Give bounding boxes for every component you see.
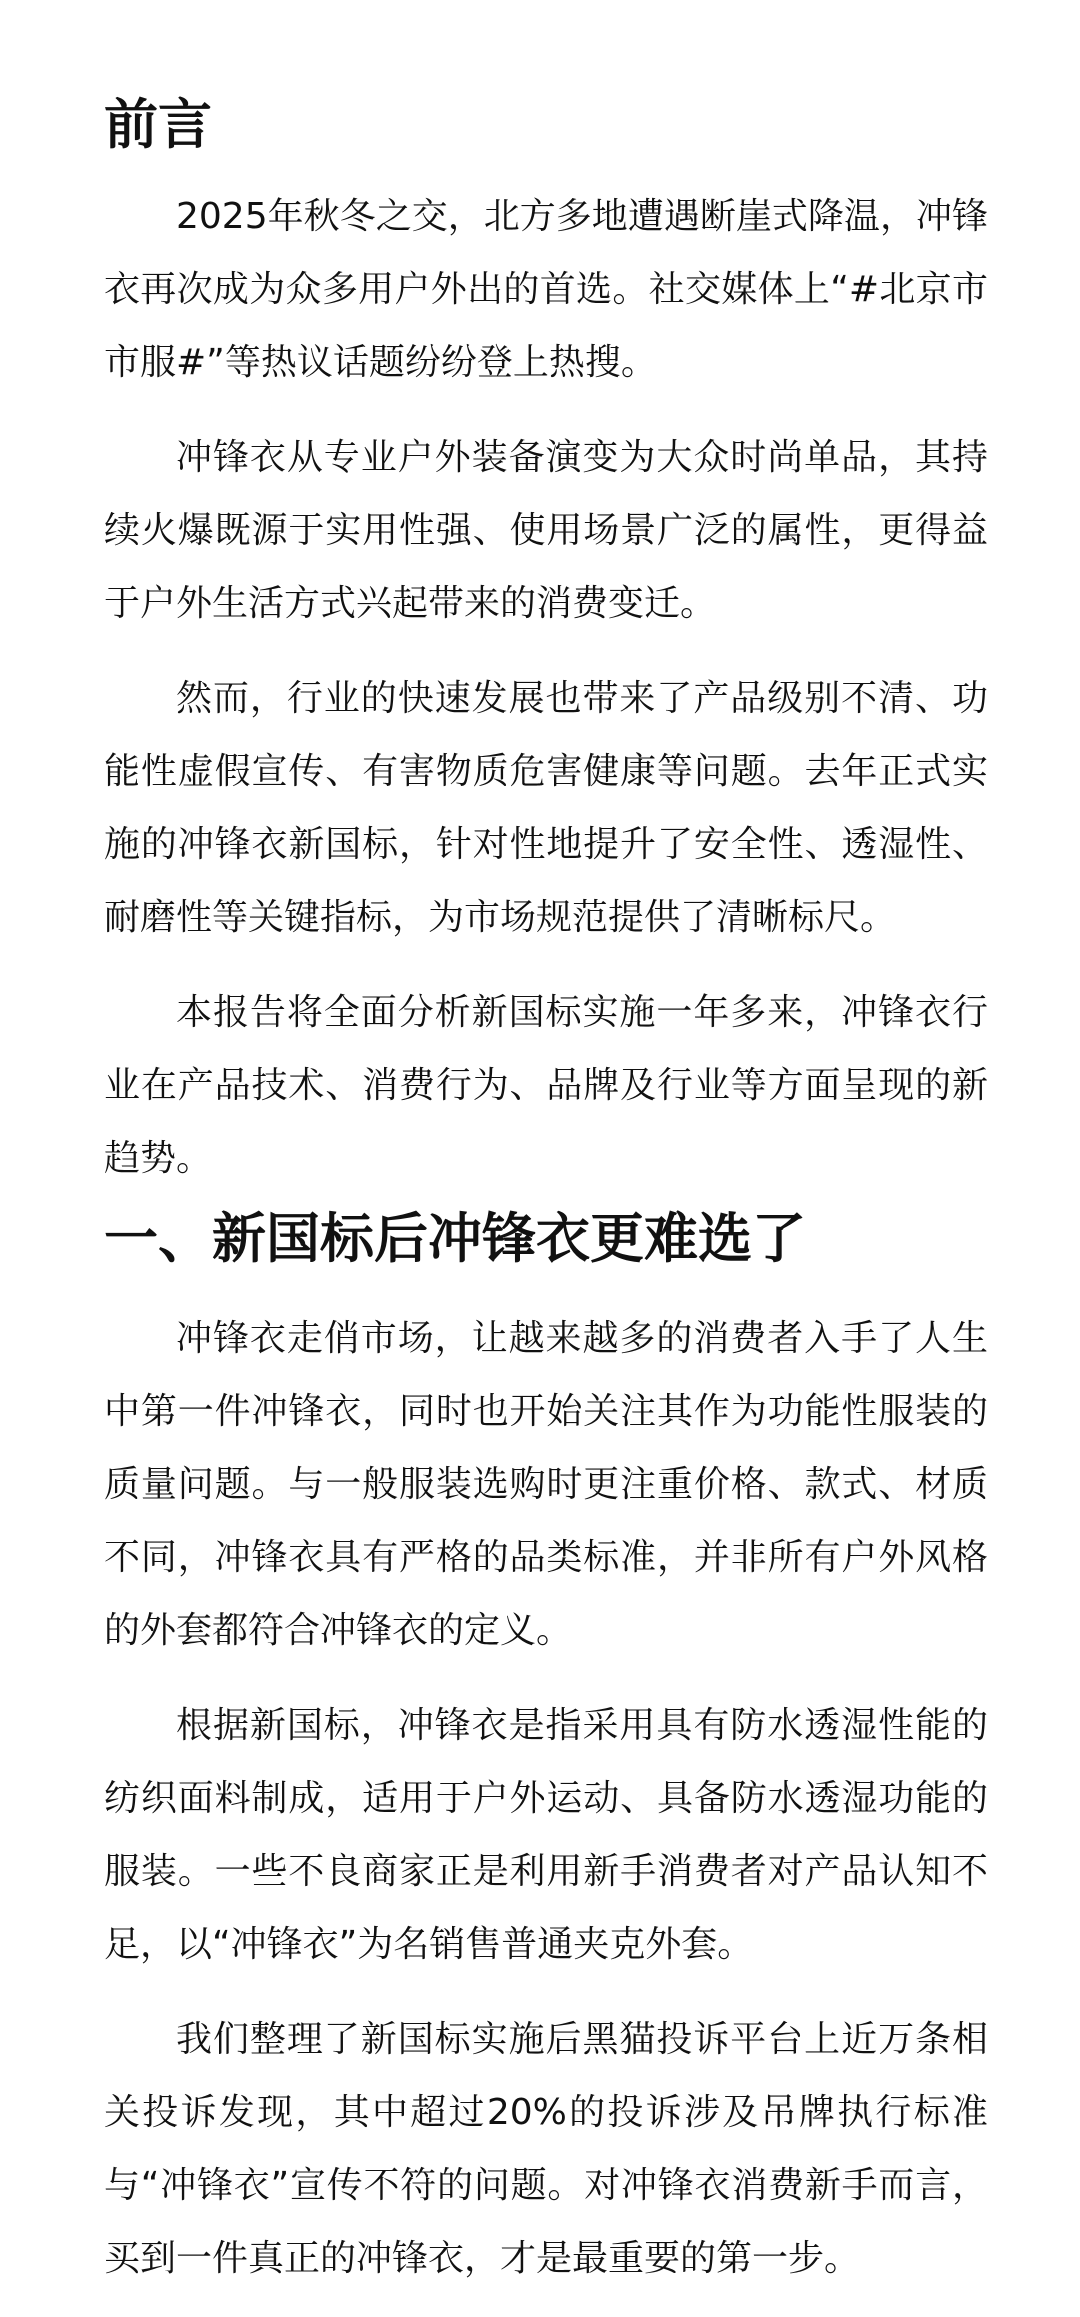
preface-paragraph-2: 冲锋衣从专业户外装备演变为大众时尚单品，其持续火爆既源于实用性强、使用场景广泛的属性，更得益于户外生活方式兴起带来的消费变迁。 — [104, 437, 988, 624]
preface-paragraph-1: 2025年秋冬之交，北方多地遭遇断崖式降温，冲锋衣再次成为众多用户外出的首选。社交媒体上“#北京市市服#”等热议话题纷纷登上热搜。 — [104, 196, 988, 383]
preface-heading-wrap — [104, 93, 212, 156]
section1-paragraph-1: 冲锋衣走俏市场，让越来越多的消费者入手了人生中第一件冲锋衣，同时也开始关注其作为功能性服装的质量问题。与一般服装选购时更注重价格、款式、材质不同，冲锋衣具有严格的品类标准，并非所有户外风格的外套都符合冲锋衣的定义。 — [104, 1318, 988, 1651]
section1-body — [104, 1302, 988, 2317]
section1-title: 一、新国标后冲锋衣更难选了 — [104, 1207, 806, 1270]
section1-paragraph-3: 我们整理了新国标实施后黑猫投诉平台上近万条相关投诉发现，其中超过20%的投诉涉及吊牌执行标准与“冲锋衣”宣传不符的问题。对冲锋衣消费新手而言，买到一件真正的冲锋衣，才是最重要的第一步。 — [104, 2019, 988, 2279]
section1-heading-wrap — [104, 1207, 806, 1270]
preface-body — [104, 180, 988, 1217]
preface-title: 前言 — [104, 93, 212, 156]
preface-paragraph-4: 本报告将全面分析新国标实施一年多来，冲锋衣行业在产品技术、消费行为、品牌及行业等方面呈现的新趋势。 — [104, 992, 988, 1179]
preface-paragraph-3: 然而，行业的快速发展也带来了产品级别不清、功能性虚假宣传、有害物质危害健康等问题。去年正式实施的冲锋衣新国标，针对性地提升了安全性、透湿性、耐磨性等关键指标，为市场规范提供了清晰标尺。 — [104, 678, 988, 938]
section1-paragraph-2: 根据新国标，冲锋衣是指采用具有防水透湿性能的纺织面料制成，适用于户外运动、具备防水透湿功能的服装。一些不良商家正是利用新手消费者对产品认知不足，以“冲锋衣”为名销售普通夹克外套。 — [104, 1705, 988, 1965]
